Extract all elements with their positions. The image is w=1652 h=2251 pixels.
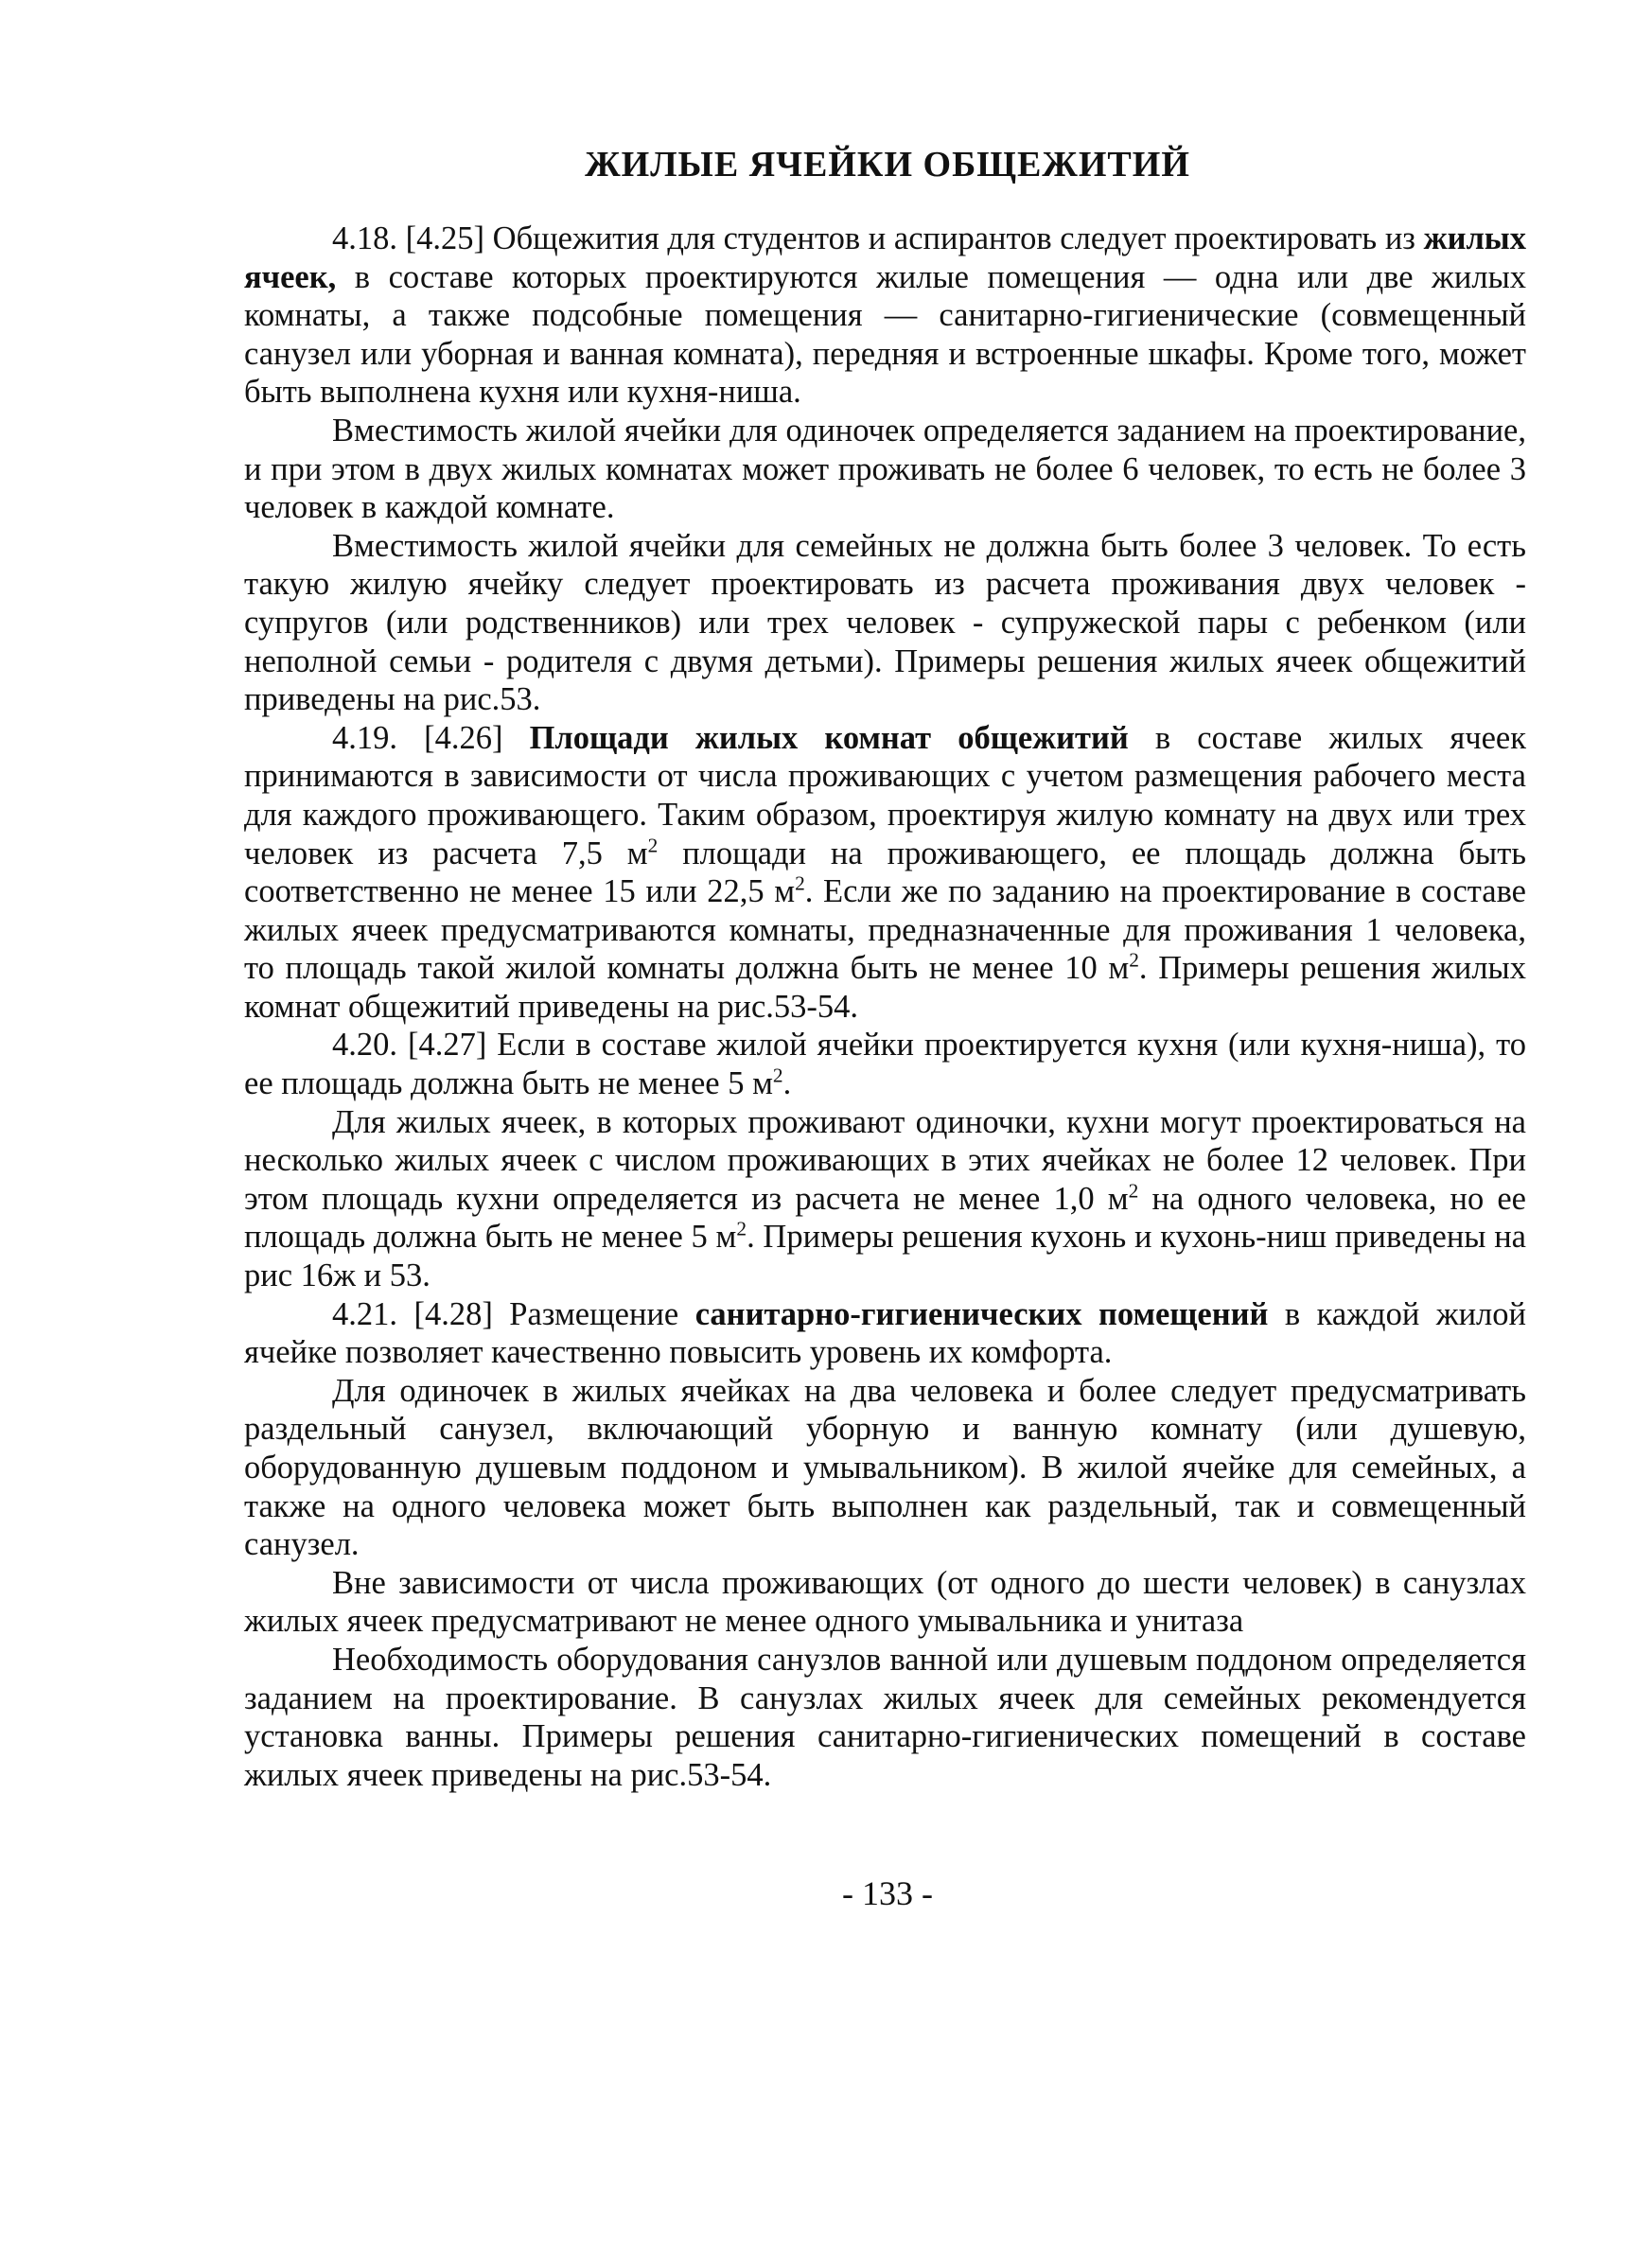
paragraph-bath-equipment: Необходимость оборудования санузлов ванной или душевым поддоном определяется заданием на проектирование. В санузлах жилых ячеек для семейных рекомендуется установка ванны. Примеры решения санитарно-гигиенических помещений в составе жилых ячеек приведены на рис.53-54. [244, 1641, 1526, 1793]
superscript-2: 2 [772, 1064, 783, 1087]
superscript-2: 2 [1129, 948, 1139, 972]
paragraph-text: . Примеры решения жилых комнат общежитий приведены на рис.53-54. [244, 950, 1526, 1025]
paragraph-4-21 [244, 1295, 1526, 1372]
paragraph-text: 4.18. [4.25] Общежития для студентов и аспирантов следует проектировать из [332, 220, 1424, 256]
bold-term: жилых ячеек, [244, 220, 1526, 295]
superscript-2: 2 [736, 1217, 747, 1240]
paragraph-text: в составе жилых ячеек принимаются в зависимости от числа проживающих с учетом размещения рабочего места для каждого проживающего. Таким образом, проектируя жилую комнату на двух или трех человек из расчета 7,5 м [244, 719, 1526, 871]
paragraph-text: 4.20. [4.27] Если в составе жилой ячейки проектируется кухня (или кухня-ниша), то ее площадь должна быть не менее 5 м [244, 1027, 1526, 1102]
paragraph-kitchens-singles [244, 1103, 1526, 1295]
paragraph-washbasins: Вне зависимости от числа проживающих (от одного до шести человек) в санузлах жилых ячеек предусматривают не менее одного умывальника и унитаза [244, 1564, 1526, 1640]
superscript-2: 2 [647, 834, 659, 856]
paragraph-bathroom-singles: Для одиночек в жилых ячейках на два человека и более следует предусматривать раздельный санузел, включающий уборную и ванную комнату (или душевую, оборудованную душевым поддоном и умывальником). В жилой ячейке для семейных, а также на одного человека может быть выполнен как раздельный, так и совмещенный санузел. [244, 1372, 1526, 1563]
paragraph-4-19 [244, 719, 1526, 1027]
paragraph-text: Для жилых ячеек, в которых проживают одиночки, кухни могут проектироваться на несколько жилых ячеек с числом проживающих в этих ячейках не более 12 человек. При этом площадь кухни определяется из расчета не менее 1,0 м [244, 1103, 1526, 1217]
paragraph-capacity-families: Вместимость жилой ячейки для семейных не должна быть более 3 человек. То есть такую жилую ячейку следует проектировать из расчета проживания двух человек - супругов (или родственников) или трех человек - супружеской пары с ребенком (или неполной семьи - родителя с двумя детьми). Примеры решения жилых ячеек общежитий приведены на рис.53. [244, 527, 1526, 718]
paragraph-text: . Примеры решения кухонь и кухонь-ниш приведены на рис 16ж и 53. [244, 1219, 1526, 1294]
paragraph-capacity-singles: Вместимость жилой ячейки для одиночек определяется заданием на проектирование, и при этом в двух жилых комнатах может проживать не более 6 человек, то есть не более 3 человек в каждой комнате. [244, 412, 1526, 526]
paragraph-text: . [782, 1065, 792, 1102]
paragraph-text: площади на проживающего, ее площадь должна быть соответственно не менее 15 или 22,5 м [244, 835, 1527, 910]
body-text [244, 220, 1526, 1794]
paragraph-text: в каждой жилой ячейке позволяет качественно повысить уровень их комфорта. [244, 1295, 1526, 1371]
superscript-2: 2 [1128, 1179, 1139, 1203]
paragraph-text: 4.19. [4.26] [332, 719, 530, 756]
bold-term: санитарно-гигиенических помещений [694, 1295, 1269, 1332]
section-title: ЖИЛЫЕ ЯЧЕЙКИ ОБЩЕЖИТИЙ [585, 145, 1190, 185]
paragraph-text: в составе которых проектируются жилые помещения — одна или две жилых комнаты, а также подсобные помещения — санитарно-гигиенические (совмещенный санузел или уборная и ванная комната), передняя и встроенные шкафы. Кроме того, может быть выполнена кухня или кухня-ниша. [244, 258, 1526, 411]
page-number: - 133 - [842, 1874, 933, 1912]
paragraph-4-20 [244, 1026, 1526, 1102]
paragraph-text: 4.21. [4.28] Размещение [332, 1295, 695, 1332]
bold-term: Площади жилых комнат общежитий [529, 719, 1129, 756]
paragraph-text: . Если же по заданию на проектирование в составе жилых ячеек предусматриваются комнаты, предназначенные для проживания 1 человека, то площадь такой жилой комнаты должна быть не менее 10 м [244, 873, 1526, 987]
superscript-2: 2 [795, 871, 805, 895]
paragraph-4-18 [244, 220, 1526, 412]
paragraph-text: на одного человека, но ее площадь должна быть не менее 5 м [244, 1180, 1526, 1256]
